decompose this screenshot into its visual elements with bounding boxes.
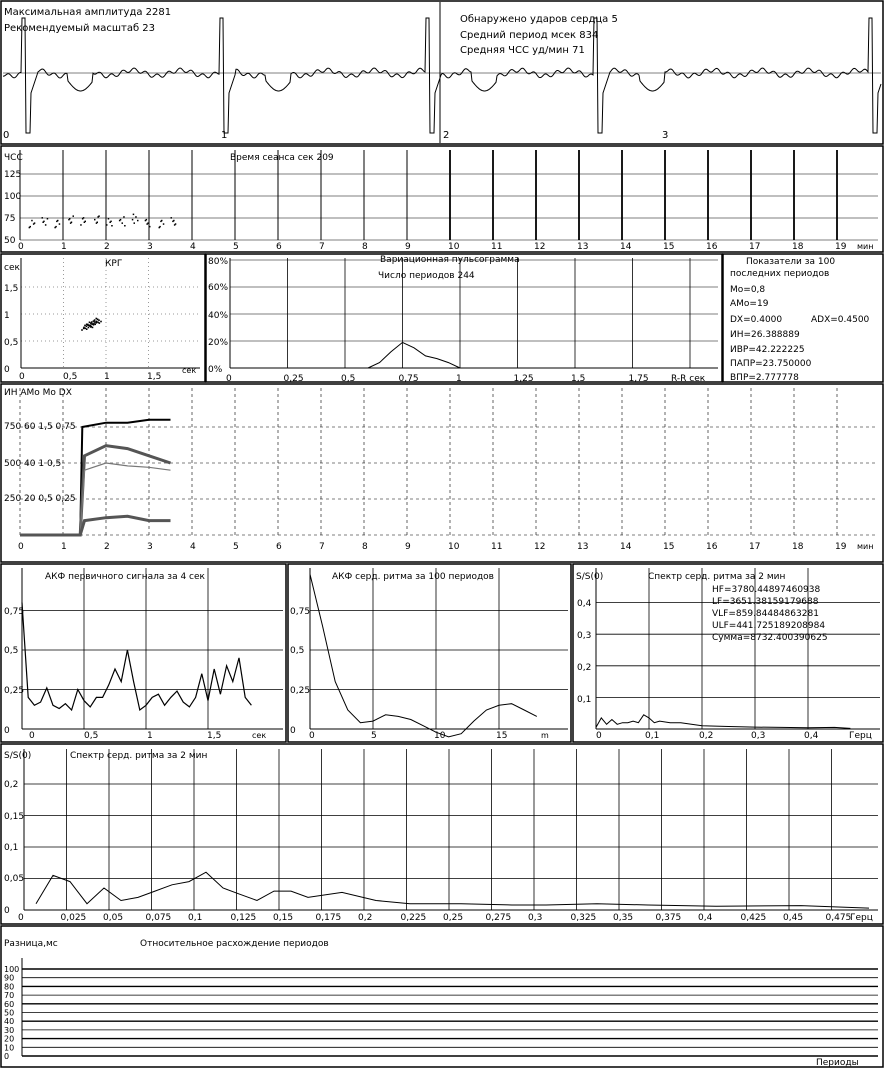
hr-point <box>94 219 96 221</box>
index-vpr: ВПР=2.777778 <box>730 373 799 383</box>
divergence-ytick: 70 <box>4 991 15 1001</box>
acf-signal-title: АКФ первичного сигнала за 4 сек <box>45 572 205 582</box>
krg-point <box>91 321 93 323</box>
spectrum-large-xtick: 0,45 <box>783 913 804 923</box>
spectrum-large-xtick: 0,475 <box>825 913 852 923</box>
divergence-ytick: 60 <box>4 999 15 1009</box>
hr-xtick: 7 <box>319 242 325 252</box>
hr-point <box>55 226 57 228</box>
krg-ylabel: сек <box>4 263 20 273</box>
krg-ytick: 1,5 <box>4 284 19 294</box>
hr-point <box>175 223 177 225</box>
krg-point <box>93 323 95 325</box>
hr-point <box>73 215 75 217</box>
krg-ytick: 0 <box>4 365 10 375</box>
spectrum-large-xtick: 0,05 <box>103 913 124 923</box>
hr-xtick: 8 <box>362 242 368 252</box>
ecg-beats-detected: Обнаружено ударов сердца 5 <box>460 14 618 25</box>
spectrum-large-xtick: 0,4 <box>698 913 713 923</box>
hr-point <box>149 226 151 228</box>
trend-xtick: 18 <box>792 542 804 552</box>
hr-point <box>120 219 122 221</box>
spectrum-large-ylabel: S/S(0) <box>4 751 32 761</box>
hr-ytick: 50 <box>4 236 16 246</box>
trend-xtick: 14 <box>620 542 632 552</box>
hr-xtick: 6 <box>276 242 282 252</box>
spectrum-small-xtick: 0,4 <box>804 731 819 741</box>
ecg-recommended-scale: Рекомендуемый масштаб 23 <box>4 23 156 34</box>
spectrum-large-xtick: 0,325 <box>570 913 597 923</box>
spectrum-large-xtick: 0,025 <box>60 913 87 923</box>
hr-point <box>132 219 134 221</box>
ecg-beat-label: 0 <box>3 130 10 141</box>
spectrum-sum: Сумма=8732.400390625 <box>712 633 828 643</box>
hr-point <box>45 224 47 226</box>
hr-point <box>133 214 135 216</box>
acf-signal-xtick: 1,5 <box>207 731 222 741</box>
spectrum-large-ytick: 0,1 <box>4 843 19 853</box>
divergence-ytick: 80 <box>4 982 15 992</box>
krg-point <box>98 319 100 321</box>
krg-xtick: 0,5 <box>63 372 78 382</box>
acf-signal-ytick: 0,5 <box>4 646 19 656</box>
krg-point <box>96 321 98 323</box>
spectrum-small-ytick: 0,3 <box>577 631 592 641</box>
ecg-max-amplitude: Максимальная амплитуда 2281 <box>4 7 172 18</box>
hr-point <box>163 223 165 225</box>
spectrum-small-ylabel: S/S(0) <box>576 572 604 582</box>
krg-xtick: 1 <box>104 372 110 382</box>
index-mo: Мо=0,8 <box>730 285 766 295</box>
hr-xtick: 17 <box>749 242 761 252</box>
spectrum-hf: HF=3780.44897460938 <box>712 585 821 595</box>
spectrum-lf: LF=3651.38159179688 <box>712 597 819 607</box>
histogram-ytick: 80% <box>208 257 229 267</box>
hr-point <box>83 217 85 219</box>
hr-xtick: 13 <box>577 242 589 252</box>
trend-xtick: 2 <box>104 542 110 552</box>
hr-point <box>42 217 44 219</box>
hr-point <box>80 224 82 226</box>
krg-ytick: 1 <box>4 311 10 321</box>
divergence-ytick: 0 <box>4 1052 10 1061</box>
trend-xtick: 3 <box>147 542 153 552</box>
index-papr: ПАПР=23.750000 <box>730 359 812 369</box>
index-ivr: ИВР=42.222225 <box>730 345 805 355</box>
histogram-xtick: 1,5 <box>571 374 586 384</box>
ecg-mean-period: Средний период мсек 834 <box>460 30 599 41</box>
histogram-ytick: 20% <box>208 338 229 348</box>
spectrum-large-xtick: 0,125 <box>230 913 257 923</box>
divergence-ytick: 90 <box>4 973 15 983</box>
hr-point <box>59 223 61 225</box>
hr-xtick: 18 <box>792 242 804 252</box>
krg-title: КРГ <box>105 259 123 269</box>
index-dx: DX=0.4000 <box>730 315 783 325</box>
acf-signal-ytick: 0,25 <box>4 686 25 696</box>
ecg-mean-hr: Средняя ЧСС уд/мин 71 <box>460 45 585 56</box>
hr-point <box>43 221 45 223</box>
spectrum-large-xtick: 0,2 <box>358 913 373 923</box>
trend-xtick: 12 <box>534 542 546 552</box>
trend-xtick: 8 <box>362 542 368 552</box>
histogram-xtick: 0,75 <box>398 374 419 384</box>
krg-xtick: 1,5 <box>147 372 162 382</box>
krg-point <box>96 318 98 320</box>
divergence-ytick: 30 <box>4 1025 15 1035</box>
trend-xtick: 10 <box>448 542 460 552</box>
hr-point <box>34 222 36 224</box>
krg-point <box>87 324 89 326</box>
spectrum-small-xtick: 0,1 <box>645 731 660 741</box>
krg-point <box>84 325 86 327</box>
acf-rhythm-ytick: 0,5 <box>290 646 305 656</box>
histogram-xtick: 0 <box>226 374 232 384</box>
histogram-xtick: 1,25 <box>513 374 534 384</box>
divergence-ylabel: Разница,мс <box>4 939 58 949</box>
hr-point <box>108 218 110 220</box>
histogram-xtick: 1 <box>456 374 462 384</box>
histogram-title: Вариационная пульсограмма <box>380 255 520 265</box>
index-adx: ADX=0.4500 <box>811 315 870 325</box>
acf-rhythm-ytick: 0 <box>290 726 296 736</box>
krg-xunit: сек <box>182 366 197 375</box>
divergence-ytick: 40 <box>4 1017 15 1027</box>
hr-point <box>147 222 149 224</box>
acf-rhythm-xtick: 5 <box>371 731 377 741</box>
hr-xtick: 2 <box>104 242 110 252</box>
hr-xtick: 19 <box>835 242 847 252</box>
hr-ylabel: ЧСС <box>4 153 23 163</box>
spectrum-small-title: Спектр серд. ритма за 2 мин <box>648 572 786 582</box>
hr-point <box>137 220 139 222</box>
divergence-xunit: Периоды <box>816 1058 859 1068</box>
hr-point <box>173 220 175 222</box>
divergence-ytick: 50 <box>4 1008 15 1018</box>
krg-xtick: 0 <box>19 372 25 382</box>
hr-xtick: 0 <box>18 242 24 252</box>
ecg-beat-label: 3 <box>662 130 669 141</box>
hr-xtick: 15 <box>663 242 675 252</box>
trend-xtick: 11 <box>491 542 503 552</box>
index-amo: АМо=19 <box>730 299 769 309</box>
trend-ylabel: 250 20 0,5 0,25 <box>4 494 76 504</box>
acf-signal-xtick: 0,5 <box>84 731 99 741</box>
hr-xtick: 5 <box>233 242 239 252</box>
spectrum-ulf: ULF=441.725189208984 <box>712 621 826 631</box>
indices-subheader: последних периодов <box>730 269 830 279</box>
krg-point <box>97 322 99 324</box>
spectrum-large-ytick: 0,2 <box>4 780 19 790</box>
hr-point <box>123 216 125 218</box>
hr-point <box>71 222 73 224</box>
hr-point <box>31 220 33 222</box>
trend-xunit: мин <box>857 542 874 551</box>
acf-signal-ytick: 0,75 <box>4 607 25 617</box>
hr-point <box>134 222 136 224</box>
spectrum-large-xtick: 0,375 <box>655 913 682 923</box>
trend-xtick: 19 <box>835 542 847 552</box>
hr-point <box>97 222 99 224</box>
spectrum-large-ytick: 0,15 <box>4 812 25 822</box>
index-in: ИН=26.388889 <box>730 330 800 340</box>
acf-rhythm-ytick: 0,25 <box>290 686 311 696</box>
histogram-xtick: 0,25 <box>283 374 304 384</box>
spectrum-large-ytick: 0,05 <box>4 874 25 884</box>
hr-xtick: 16 <box>706 242 718 252</box>
trend-xtick: 13 <box>577 542 589 552</box>
krg-point <box>90 326 92 328</box>
hr-point <box>161 220 163 222</box>
hr-point <box>124 225 126 227</box>
hr-point <box>57 220 59 222</box>
acf-signal-xunit: сек <box>252 731 267 740</box>
trend-xtick: 6 <box>276 542 282 552</box>
trend-xtick: 7 <box>319 542 325 552</box>
trend-xtick: 16 <box>706 542 718 552</box>
hr-ytick: 125 <box>4 170 22 180</box>
divergence-ytick: 10 <box>4 1043 15 1053</box>
spectrum-large-xtick: 0 <box>18 913 24 923</box>
hr-ytick: 75 <box>4 214 16 224</box>
spectrum-large-xtick: 0,275 <box>485 913 512 923</box>
histogram-count: Число периодов 244 <box>378 271 475 281</box>
ecg-beat-label: 1 <box>221 130 228 141</box>
histogram-xunit: R-R сек <box>671 374 706 384</box>
acf-rhythm-xtick: 15 <box>496 731 508 741</box>
trend-header: ИН АМо Мо DX <box>4 388 72 398</box>
acf-rhythm-xtick: 10 <box>434 731 446 741</box>
indices-header: Показатели за 100 <box>746 257 836 267</box>
hr-point <box>47 218 49 220</box>
spectrum-small-ytick: 0,2 <box>577 663 592 673</box>
spectrum-large-xtick: 0,1 <box>188 913 203 923</box>
krg-point <box>90 324 92 326</box>
trend-xtick: 15 <box>663 542 675 552</box>
krg-point <box>100 321 102 323</box>
krg-point <box>94 319 96 321</box>
spectrum-small-ytick: 0,1 <box>577 695 592 705</box>
hr-point <box>69 218 71 220</box>
hr-xtick: 12 <box>534 242 546 252</box>
hr-point <box>146 219 148 221</box>
acf-rhythm-ytick: 0,75 <box>290 607 311 617</box>
krg-point <box>81 329 83 331</box>
spectrum-large-title: Спектр серд. ритма за 2 мин <box>70 751 208 761</box>
spectrum-large-xtick: 0,15 <box>273 913 294 923</box>
hr-xtick: 9 <box>405 242 411 252</box>
spectrum-large-xunit: Герц <box>850 913 873 923</box>
acf-rhythm-xtick: 0 <box>309 731 315 741</box>
hr-point <box>159 226 161 228</box>
trend-xtick: 17 <box>749 542 761 552</box>
spectrum-large-xtick: 0,175 <box>315 913 342 923</box>
trend-ylabel: 750 60 1,5 0,75 <box>4 422 76 432</box>
hr-point <box>30 226 32 228</box>
spectrum-small-xtick: 0 <box>596 731 602 741</box>
hr-xtick: 1 <box>61 242 67 252</box>
krg-point <box>94 321 96 323</box>
acf-signal-xtick: 0 <box>29 731 35 741</box>
spectrum-small-xtick: 0,3 <box>751 731 766 741</box>
ecg-beat-label: 2 <box>443 130 450 141</box>
krg-point <box>85 328 87 330</box>
hr-xtick: 3 <box>147 242 153 252</box>
trend-xtick: 4 <box>190 542 196 552</box>
hr-xtick: 11 <box>491 242 503 252</box>
spectrum-small-xunit: Герц <box>849 731 872 741</box>
krg-point <box>86 325 88 327</box>
acf-rhythm-title: АКФ серд. ритма за 100 периодов <box>332 572 494 582</box>
krg-point <box>96 322 98 324</box>
hr-point <box>111 225 113 227</box>
hr-xunit: мин <box>857 242 874 251</box>
trend-xtick: 1 <box>61 542 67 552</box>
histogram-ytick: 60% <box>208 283 229 293</box>
krg-point <box>83 328 85 330</box>
hr-point <box>106 224 108 226</box>
hr-point <box>98 215 100 217</box>
spectrum-large-ytick: 0 <box>4 906 10 916</box>
krg-point <box>89 322 91 324</box>
krg-point <box>91 323 93 325</box>
hr-point <box>171 217 173 219</box>
trend-ylabel: 500 40 1 0,5 <box>4 459 62 469</box>
hr-point <box>135 216 137 218</box>
acf-signal-xtick: 1 <box>147 731 153 741</box>
spectrum-large-xtick: 0,3 <box>528 913 543 923</box>
hr-xtick: 10 <box>448 242 460 252</box>
spectrum-large-xtick: 0,425 <box>740 913 767 923</box>
krg-point <box>88 327 90 329</box>
spectrum-small-ytick: 0,4 <box>577 599 592 609</box>
hr-ytick: 100 <box>4 192 22 202</box>
acf-rhythm-xunit: m <box>541 731 549 740</box>
trend-xtick: 0 <box>18 542 24 552</box>
spectrum-small-xtick: 0,2 <box>699 731 714 741</box>
hr-point <box>85 221 87 223</box>
spectrum-large-xtick: 0,35 <box>613 913 634 923</box>
divergence-ytick: 100 <box>4 965 20 974</box>
acf-signal-ytick: 0 <box>4 726 10 736</box>
histogram-xtick: 0,5 <box>341 374 356 384</box>
trend-xtick: 5 <box>233 542 239 552</box>
krg-ytick: 0,5 <box>4 338 19 348</box>
hr-point <box>122 222 124 224</box>
trend-xtick: 9 <box>405 542 411 552</box>
histogram-ytick: 0% <box>208 365 223 375</box>
divergence-ytick: 20 <box>4 1034 15 1044</box>
spectrum-large-xtick: 0,225 <box>400 913 427 923</box>
histogram-ytick: 40% <box>208 311 229 321</box>
hr-xtick: 14 <box>620 242 632 252</box>
divergence-title: Относительное расхождение периодов <box>140 939 329 949</box>
histogram-xtick: 1,75 <box>628 374 649 384</box>
hr-xtick: 4 <box>190 242 196 252</box>
spectrum-large-xtick: 0,075 <box>145 913 172 923</box>
hr-point <box>110 221 112 223</box>
spectrum-vlf: VLF=859.84484863281 <box>712 609 819 619</box>
spectrum-large-xtick: 0,25 <box>443 913 464 923</box>
hr-session-time: Время сеанса сек 209 <box>230 153 334 163</box>
